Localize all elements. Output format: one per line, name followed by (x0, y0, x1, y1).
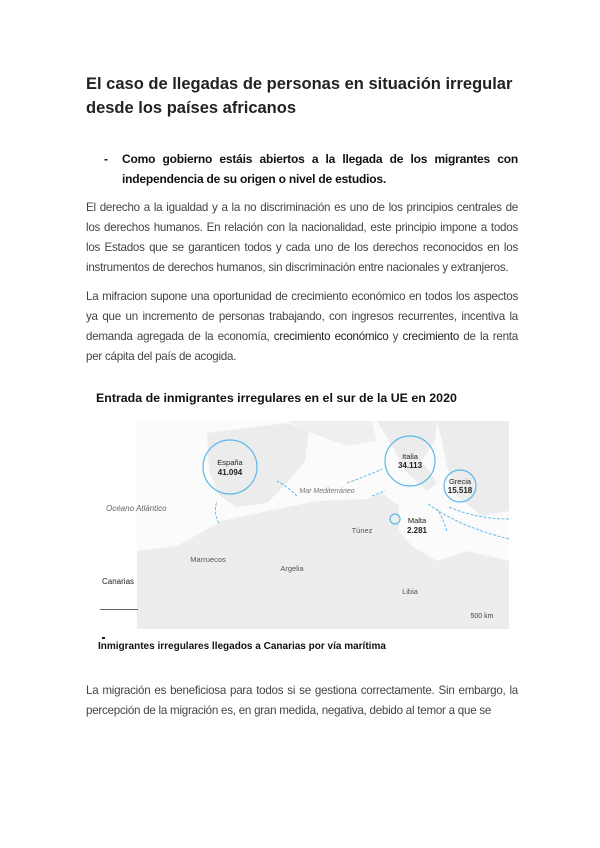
value-greece: 15.518 (447, 486, 473, 495)
label-sea: Mar Mediterráneo (299, 488, 355, 495)
label-canarias-inset: Canarias (102, 577, 135, 586)
figure-title: Entrada de inmigrantes irregulares en el sur de la UE en 2020 (96, 391, 457, 405)
label-italy: Italia (402, 452, 418, 461)
label-tunez: Túnez (351, 526, 373, 535)
migration-map (137, 421, 509, 629)
label-ocean: Océano Atlántico (106, 504, 167, 513)
caption-marker (102, 637, 105, 639)
label-malta: Malta (407, 516, 427, 525)
figure-caption: Inmigrantes irregulares llegados a Canarias por vía marítima (98, 641, 386, 652)
label-libia: Libia (402, 587, 418, 596)
paragraph-economy-text-1: La mifracion supone una oportunidad de crecimiento económico en todos los aspectos ya que un incremento de personas trabajando, con ingresos recurrentes, incentiva la demanda agregada de la economía, (86, 290, 518, 343)
label-marruecos: Marruecos (190, 555, 226, 564)
label-spain: España (217, 458, 243, 467)
emphasis-growth-2: crecimiento (402, 330, 460, 343)
canarias-divider (100, 609, 138, 610)
label-argelia: Argelia (280, 564, 304, 573)
page-heading: El caso de llegadas de personas en situación irregular desde los países africanos (86, 75, 513, 117)
paragraph-equality: El derecho a la igualdad y a la no discriminación es uno de los principios centrales de los derechos humanos. En relación con la nacionalidad, este principio impone a todos los Estados que se garanticen todos y cada uno de los derechos reconocidos en los instrumentos de derechos humanos, sin discriminación entre nacionales y extranjeros. (86, 201, 518, 274)
value-spain: 41.094 (217, 468, 243, 477)
paragraph-economy-text-3: de la renta per cápita del país de acogida. (86, 330, 518, 363)
value-italy: 34.113 (397, 461, 423, 470)
label-greece: Grecia (448, 477, 472, 486)
paragraph-economy-text-2: y (388, 330, 403, 343)
figure (86, 391, 518, 653)
emphasis-growth: crecimiento económico (273, 330, 389, 343)
document-column (86, 72, 518, 721)
value-malta: 2.281 (406, 526, 428, 535)
bullet-text: Como gobierno estáis abiertos a la llegada de los migrantes con independencia de su origen o nivel de estudios. (122, 152, 518, 186)
paragraph-migration-perception: La migración es beneficiosa para todos si se gestiona correctamente. Sin embargo, la percepción de la migración es, en gran medida, negativa, debido al temor a que se (86, 684, 518, 717)
bullet-item (104, 149, 518, 189)
bullet-marker: - (104, 152, 108, 166)
scale-label: 500 km (470, 613, 494, 620)
paragraph-economy (86, 287, 518, 367)
